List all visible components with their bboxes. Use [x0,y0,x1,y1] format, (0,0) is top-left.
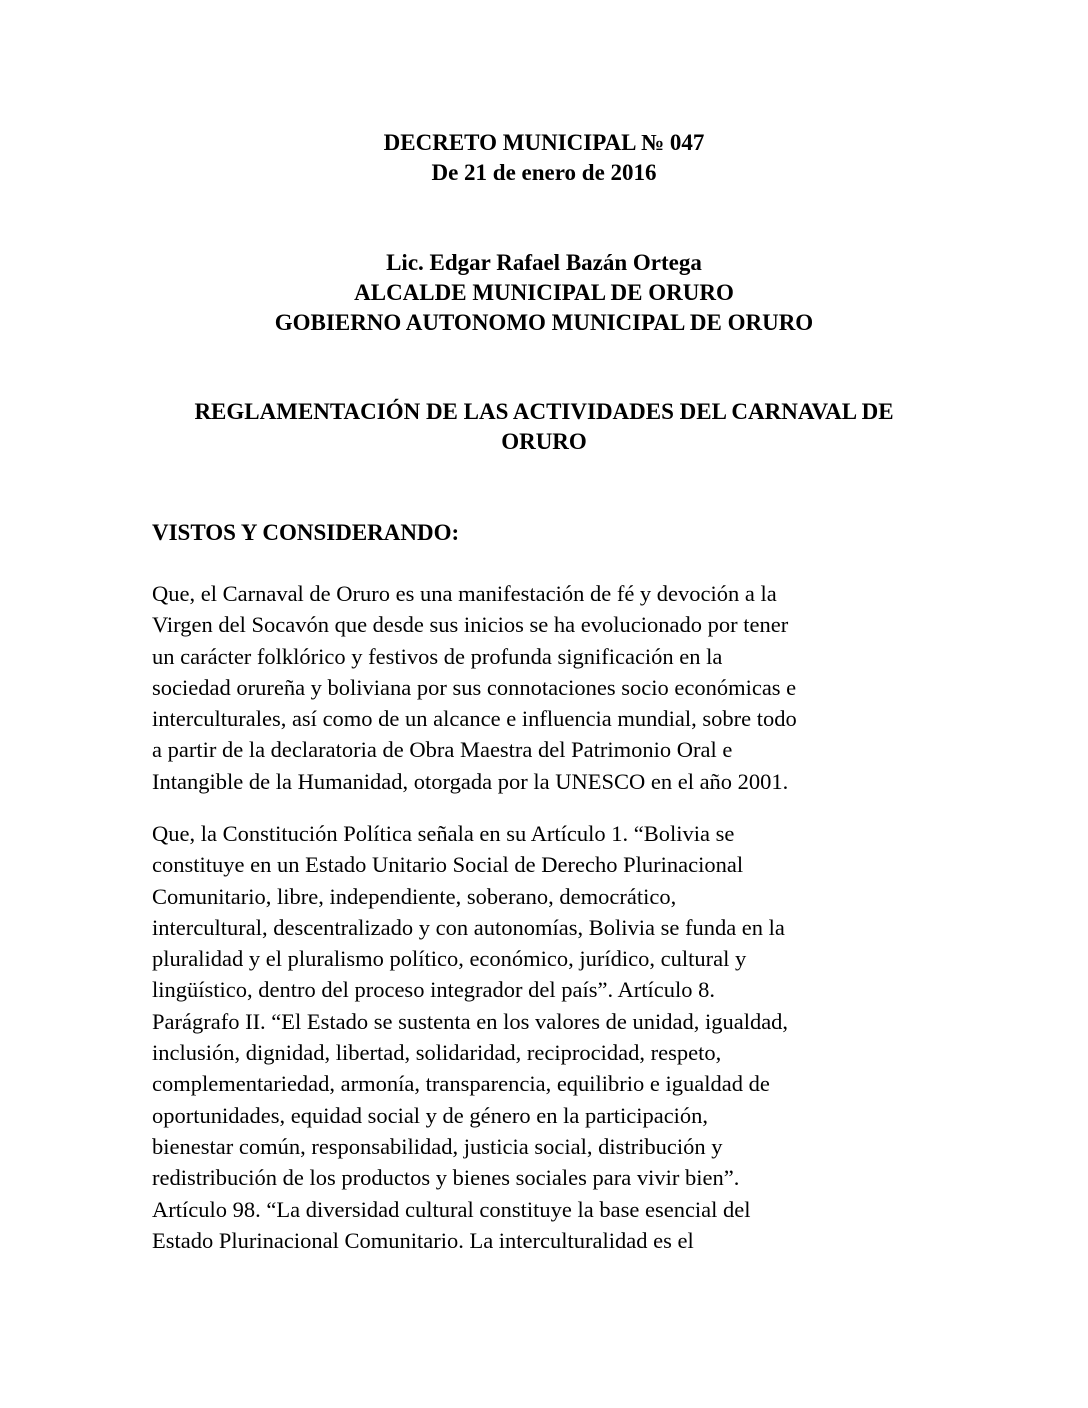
decree-date: De 21 de enero de 2016 [431,160,657,185]
paragraph-line: constituye en un Estado Unitario Social de Derecho Plurinacional [152,852,744,878]
regulation-title-line-1: REGLAMENTACIÓN DE LAS ACTIVIDADES DEL CARNAVAL DE [194,399,894,424]
paragraph-line: sociedad orureña y boliviana por sus connotaciones socio económicas e [152,674,797,700]
regulation-title-line-2: ORURO [501,429,587,454]
paragraph-line: Comunitario, libre, independiente, soberano, democrático, [152,883,677,909]
paragraph-line: intercultural, descentralizado y con autonomías, Bolivia se funda en la [152,914,785,940]
paragraph-line: Artículo 98. “La diversidad cultural constituye la base esencial del [152,1196,751,1222]
decree-number: DECRETO MUNICIPAL № 047 [383,130,705,155]
paragraph-line: Estado Plurinacional Comunitario. La interculturalidad es el [152,1227,694,1253]
regulation-title [150,397,938,457]
authority-name: Lic. Edgar Rafael Bazán Ortega [386,250,702,275]
paragraph-line: lingüístico, dentro del proceso integrador del país”. Artículo 8. [152,977,715,1003]
section-heading: VISTOS Y CONSIDERANDO: [152,520,460,545]
paragraph-line: interculturales, así como de un alcance e influencia mundial, sobre todo [152,706,797,732]
paragraph-line: Parágrafo II. “El Estado se sustenta en los valores de unidad, igualdad, [152,1008,789,1034]
authority-position: ALCALDE MUNICIPAL DE ORURO [354,280,734,305]
paragraph-line: oportunidades, equidad social y de género en la participación, [152,1102,709,1128]
paragraph-line: inclusión, dignidad, libertad, solidaridad, reciprocidad, respeto, [152,1040,722,1066]
paragraph-line: Intangible de la Humanidad, otorgada por la UNESCO en el año 2001. [152,768,789,794]
paragraph-line: Virgen del Socavón que desde sus inicios se ha evolucionado por tener [152,612,789,638]
paragraph-line: a partir de la declaratoria de Obra Maestra del Patrimonio Oral e [152,737,733,763]
paragraph-line: Que, el Carnaval de Oruro es una manifestación de fé y devoción a la [152,581,777,606]
paragraph-line: redistribución de los productos y bienes sociales para vivir bien”. [152,1165,740,1191]
decree-header [150,128,938,188]
authority-block [150,248,938,338]
paragraph-line: Que, la Constitución Política señala en su Artículo 1. “Bolivia se [152,821,735,846]
paragraph-line: pluralidad y el pluralismo político, económico, jurídico, cultural y [152,946,747,972]
paragraph-line: bienestar común, responsabilidad, justicia social, distribución y [152,1133,723,1159]
paragraph-line: un carácter folklórico y festivos de profunda significación en la [152,643,723,669]
considerando-paragraph-2 [152,818,952,1256]
paragraph-line: complementariedad, armonía, transparencia, equilibrio e igualdad de [152,1071,770,1097]
considerando-paragraph-1 [152,578,952,797]
authority-government: GOBIERNO AUTONOMO MUNICIPAL DE ORURO [274,310,814,335]
